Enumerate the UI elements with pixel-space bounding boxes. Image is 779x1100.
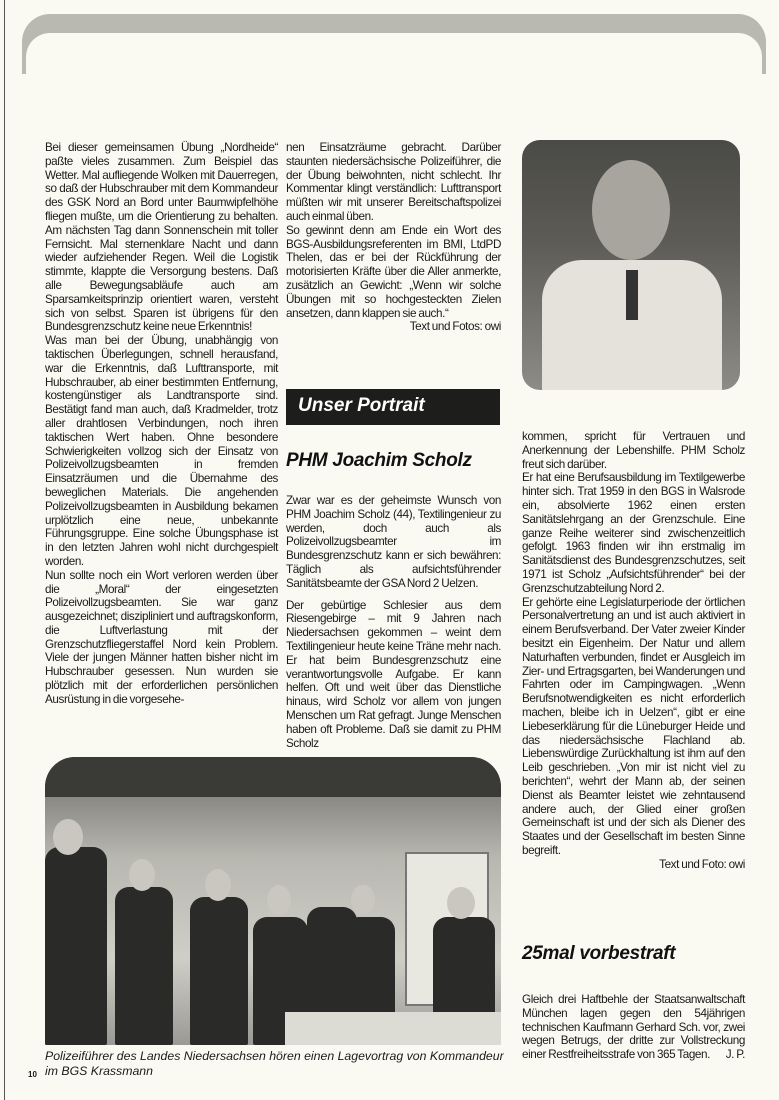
section-label: Unser Portrait bbox=[298, 395, 425, 416]
page-number: 10 bbox=[28, 1070, 37, 1079]
paragraph: So gewinnt denn am Ende ein Wort des BGS-Ausbildungsreferenten im BMI, LtdPD Thelen, das er bei der Rückführung der motorisierten Kräfte über die Aller anmerkte, zusätzlich an Gewicht: „Wenn wir solche Übungen mit so hochgesteckten Zielen ansetzen, dann klappen sie auch.“ bbox=[286, 223, 501, 320]
paragraph: Bei dieser gemeinsamen Übung „Nordheide“ paßte vieles zusammen. Zum Beispiel das Wetter. Mal aufliegende Wolken mit Dauerregen, so daß der Hubschrauber mit dem Kommandeur des GSK Nord an Bord unter Baumwipfelhöhe fliegen mußte, um die Orientierung zu behalten. Am nächsten Tag dann Sonnenschein mit toller Fernsicht. Mal sternenklare Nacht und dann wieder aufziehender Regen. Weil die Logistik stimmte, klappte die Versorgung bestens. Daß alle Bewegungsabläufe auch am Sparsamkeitsprinzip orientiert waren, versteht sich von selbst. Sparen ist übrigens für den Bundesgrenzschutz keine neue Erkenntnis! bbox=[45, 141, 278, 334]
paragraph: Er hat eine Berufsausbildung im Textilgewerbe hinter sich. Trat 1959 in den BGS in Walsrode ein, absolvierte 1962 einen ersten Sanitätslehrgang an der Grenzschule. Eine ganze Reihe weiterer sind zwischenzeitlich gefolgt. 1963 finden wir ihn erstmalig im Sanitätsdienst des Bundesgrenzschutzes, seit 1971 ist Scholz „Aufsichtsführender“ bei der Grenzschutzabteilung Nord 2. bbox=[522, 471, 745, 595]
article1-column1 bbox=[45, 141, 278, 707]
paragraph: Nun sollte noch ein Wort verloren werden über die „Moral“ der eingesetzten Polizeivollzugsbeamten. Sie war ganz ausgezeichnet; diszipliniert und auftragskonform, die Luftverlastung mit der Grenzschutzfliegerstaffel Nord kein Problem. Viele der jungen Männer hatten bisher nicht im Hubschrauber gesessen. Nun wurden sie plötzlich mit der erforderlichen persönlichen Ausrüstung in die vorgesehe- bbox=[45, 568, 278, 706]
ceiling bbox=[45, 757, 501, 797]
paragraph: Er gehörte eine Legislaturperiode der örtlichen Personalvertretung an und ist auch aktiviert in einem Berufsverband. Der Vater zweier Kinder besitzt ein Eigenheim. Der Natur und allem Naturhaften verbunden, findet er Ausgleich im Zier- und Ertragsgarten, bei Wanderungen und Fahrten oder im Campingwagen. „Wenn Berufsnotwendigkeiten es nicht erforderlich machen, bleibe ich in Uelzen“, gibt er eine Liebeserklärung für die Lüneburger Heide und das niedersächsische Flachland ab. Liebenswürdige Zurückhaltung ist ihm auf den Leib geschrieben. „Von mir ist nicht viel zu berichten“, wehrt der Mann ab, der seinen Dienst als Beamter leistet wie zehntausend andere auch, der Glied einer großen Gemeinschaft ist und der sich als Diener des Staates und der Gesellschaft im besten Sinne begreift. bbox=[522, 595, 745, 857]
face bbox=[129, 859, 155, 891]
face bbox=[351, 885, 375, 915]
article1-credit: Text und Fotos: owi bbox=[409, 320, 501, 334]
paragraph: Gleich drei Haftbehle der Staatsanwaltschaft München lagen gegen den 54jährigen technischen Kaufmann Gerhard Sch. vor, zwei wegen Betrugs, der dritte zur Vollstreckung einer Restfreiheitsstrafe von 365 Tagen. bbox=[522, 993, 745, 1062]
person bbox=[45, 847, 107, 1045]
face bbox=[267, 885, 291, 915]
paragraph: Zwar war es der geheimste Wunsch von PHM Joachim Scholz (44), Textilingenieur zu werden, doch auch als Polizeivollzugsbeamter im Bundesgrenzschutz kann er sich bewähren: Täglich als aufsichtsführender Sanitätsbeamte der GSA Nord 2 Uelzen. bbox=[286, 494, 501, 590]
face bbox=[447, 887, 475, 919]
paragraph: nen Einsatzräume gebracht. Darüber staunten niedersächsische Polizeiführer, die der Übung beiwohnten, nicht schlecht. Ihr Kommentar klingt verständlich: Lufttransport müßten wir mit unserer Bereitschaftspolizei auch einmal üben. bbox=[286, 141, 501, 223]
page-edge-rule bbox=[4, 0, 5, 1100]
article2-column3 bbox=[522, 430, 745, 872]
article2-credit: Text und Foto: owi bbox=[659, 857, 745, 871]
face bbox=[592, 160, 670, 260]
group-photo bbox=[45, 757, 501, 1045]
paragraph: Der gebürtige Schlesier aus dem Riesengebirge – mit 9 Jahren nach Niedersachsen gekommen – weint dem Textilingenieur heute keine Träne mehr nach. Er hat beim Bundesgrenzschutz eine verantwortungsvolle Aufgabe. Er kann helfen. Oft und weit über das Dienstliche hinaus, wird Scholz vor allem von jungen Menschen um Rat gefragt. Junge Menschen haben oft Probleme. Daß sie damit zu PHM Scholz bbox=[286, 598, 501, 750]
person bbox=[115, 887, 173, 1045]
paragraph: kommen, spricht für Vertrauen und Anerkennung der Lebenshilfe. PHM Scholz freut sich darüber. bbox=[522, 430, 745, 471]
photo-caption: Polizeiführer des Landes Niedersachsen hören einen Lagevortrag von Kommandeur im BGS Krassmann bbox=[45, 1049, 504, 1078]
face bbox=[205, 869, 231, 901]
article3-body bbox=[522, 993, 745, 1062]
table bbox=[285, 1012, 501, 1045]
section-label-bar bbox=[286, 389, 500, 425]
article2-column2 bbox=[286, 494, 501, 750]
header-band-inner bbox=[26, 33, 762, 93]
article1-column2 bbox=[286, 141, 501, 334]
article3-author: J. P. bbox=[725, 1048, 745, 1062]
paragraph: Was man bei der Übung, unabhängig von taktischen Überlegungen, schnell herausfand, war die Erkenntnis, daß Lufttransporte, mit Hubschrauber, ab einer bestimmten Entfernung, kostengünstiger als Landtransporte sind. Bestätigt fand man auch, daß Kradmelder, trotz aller drahtlosen Verbindungen, noch ihren taktischen Wert haben. Ohne besondere Schwierigkeiten vollzog sich der Einsatz von Polizeivollzugsbeamten in fremden Einsatzräumen und die Übernahme des beweglichen Materials. Die angehenden Polizeivollzugsbeamten in Ausbildung bekamen urplötzlich eine neue, unbekannte Führungsgruppe. Eine solche Übungsphase ist in den letzten Jahren wohl nicht durchgespielt worden. bbox=[45, 334, 278, 568]
face bbox=[53, 819, 83, 855]
article2-title: PHM Joachim Scholz bbox=[286, 450, 472, 471]
article3-title: 25mal vorbestraft bbox=[522, 943, 676, 964]
person bbox=[190, 897, 248, 1045]
tie bbox=[626, 270, 638, 320]
portrait-photo bbox=[522, 140, 740, 390]
